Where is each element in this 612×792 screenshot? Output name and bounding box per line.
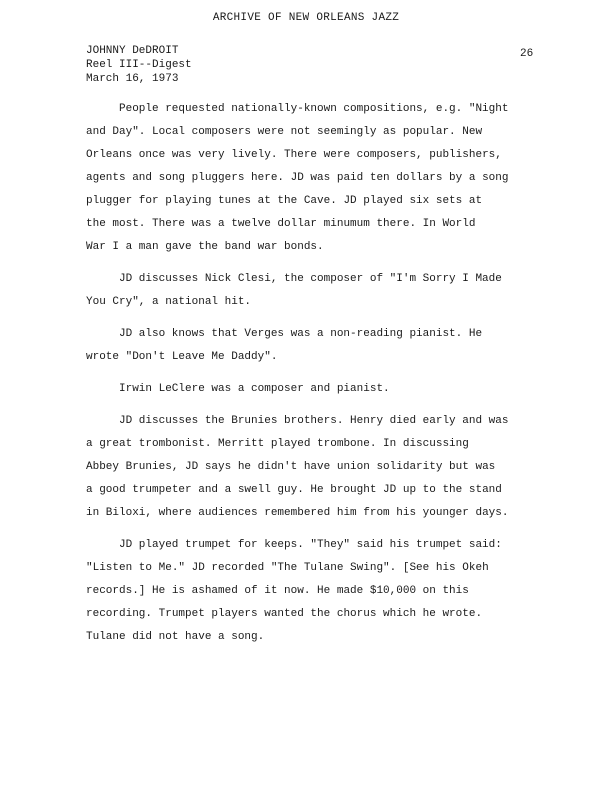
text-line: JD discusses the Brunies brothers. Henry died early and was	[119, 415, 509, 427]
text-line: Abbey Brunies, JD says he didn't have union solidarity but was	[86, 461, 496, 473]
text-line: JD played trumpet for keeps. "They" said his trumpet said:	[119, 539, 502, 551]
text-line: wrote "Don't Leave Me Daddy".	[86, 351, 278, 363]
text-line: JD discusses Nick Clesi, the composer of "I'm Sorry I Made	[119, 273, 502, 285]
text-line: Irwin LeClere was a composer and pianist.	[119, 383, 390, 395]
text-line: People requested nationally-known compositions, e.g. "Night	[119, 103, 509, 115]
header-reel: Reel III--Digest	[86, 59, 192, 71]
page-number: 26	[520, 48, 534, 60]
document-header	[86, 44, 192, 86]
paragraph	[86, 534, 556, 649]
text-line: JD also knows that Verges was a non-reading pianist. He	[119, 328, 483, 340]
paragraph	[86, 323, 556, 369]
paragraph	[86, 410, 556, 525]
body-text	[86, 98, 556, 658]
text-line: a great trombonist. Merritt played trombone. In discussing	[86, 438, 469, 450]
text-line: War I a man gave the band war bonds.	[86, 241, 324, 253]
header-date: March 16, 1973	[86, 73, 179, 85]
text-line: agents and song pluggers here. JD was paid ten dollars by a song	[86, 172, 509, 184]
text-line: the most. There was a twelve dollar minumum there. In World	[86, 218, 476, 230]
text-line: records.] He is ashamed of it now. He made $10,000 on this	[86, 585, 469, 597]
text-line: a good trumpeter and a swell guy. He brought JD up to the stand	[86, 484, 502, 496]
paragraph	[86, 98, 556, 259]
paragraph	[86, 268, 556, 314]
archive-title: ARCHIVE OF NEW ORLEANS JAZZ	[212, 12, 400, 24]
text-line: Orleans once was very lively. There were composers, publishers,	[86, 149, 502, 161]
text-line: "Listen to Me." JD recorded "The Tulane Swing". [See his Okeh	[86, 562, 489, 574]
text-line: You Cry", a national hit.	[86, 296, 252, 308]
header-name: JOHNNY DeDROIT	[86, 45, 179, 57]
text-line: plugger for playing tunes at the Cave. JD played six sets at	[86, 195, 483, 207]
text-line: recording. Trumpet players wanted the chorus which he wrote.	[86, 608, 483, 620]
text-line: in Biloxi, where audiences remembered him from his younger days.	[86, 507, 509, 519]
text-line: Tulane did not have a song.	[86, 631, 265, 643]
paragraph	[86, 378, 556, 401]
text-line: and Day". Local composers were not seemingly as popular. New	[86, 126, 483, 138]
